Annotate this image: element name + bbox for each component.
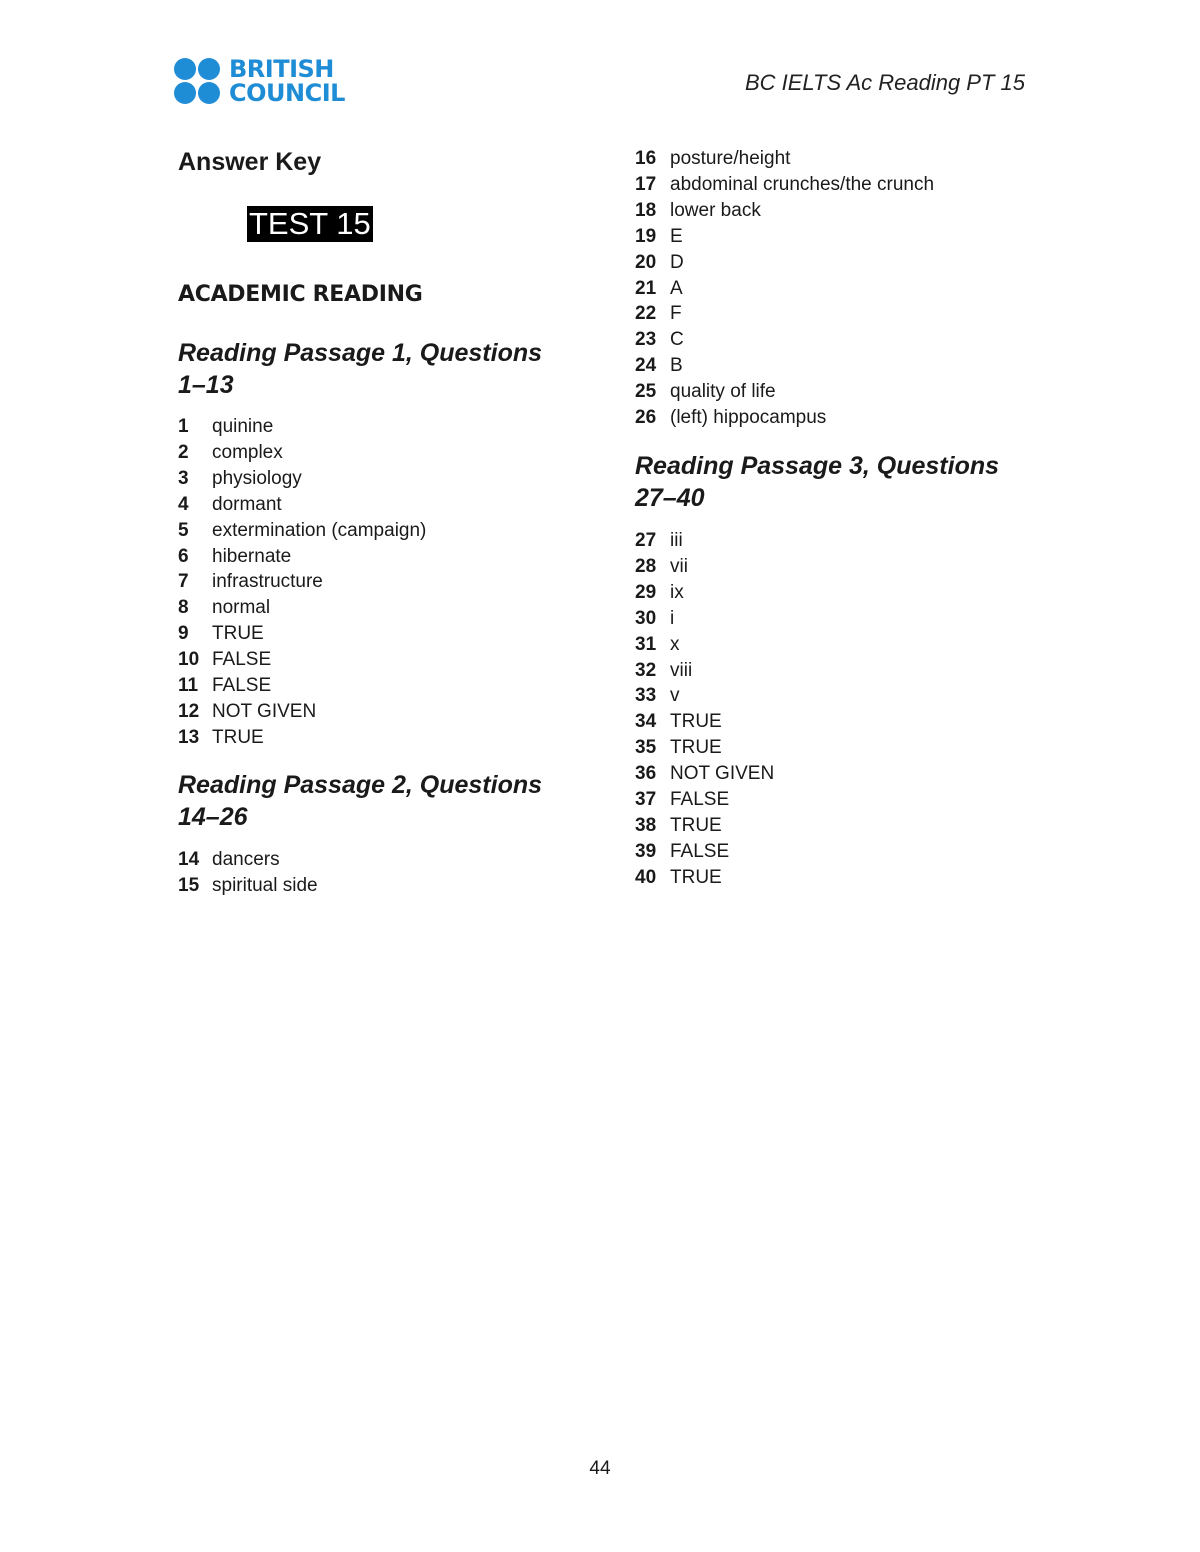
answer-text: TRUE (670, 737, 722, 759)
answer-item (635, 839, 1055, 865)
answer-item (178, 595, 588, 621)
british-council-logo (174, 55, 345, 110)
passage-2-title (178, 769, 588, 833)
answer-number: 24 (635, 355, 657, 377)
answer-number: 35 (635, 737, 657, 759)
answer-text: E (670, 225, 683, 247)
answer-item (178, 847, 588, 873)
answer-item (635, 301, 1055, 327)
test-badge: TEST 15 (249, 206, 371, 241)
answer-text: physiology (212, 467, 302, 489)
answer-number: 31 (635, 633, 657, 655)
answer-item (635, 405, 1055, 431)
passage-3-title-line1: Reading Passage 3, Questions (635, 451, 1000, 480)
answer-number: 37 (635, 789, 657, 811)
answer-number: 26 (635, 407, 657, 429)
answer-text: TRUE (670, 711, 722, 733)
answer-text: TRUE (670, 866, 722, 888)
page-number: 44 (589, 1458, 611, 1479)
answer-item (635, 580, 1055, 606)
answer-text: NOT GIVEN (670, 763, 775, 785)
answer-number: 39 (635, 840, 657, 862)
answer-text: TRUE (212, 726, 264, 748)
answer-key-title: Answer Key (178, 148, 322, 176)
answer-item (178, 873, 588, 899)
answer-text: F (670, 303, 682, 325)
answer-number: 25 (635, 381, 657, 403)
answer-item (178, 492, 588, 518)
answer-number: 29 (635, 581, 657, 603)
answer-number: 40 (635, 866, 657, 888)
answer-number: 34 (635, 711, 657, 733)
passage-1-answers (178, 414, 588, 751)
answer-text: B (670, 355, 683, 377)
answer-text: TRUE (212, 623, 264, 645)
answer-item (178, 699, 588, 725)
answer-item (635, 528, 1055, 554)
answer-text: A (670, 277, 683, 299)
answer-number: 15 (178, 874, 200, 896)
answer-text: abdominal crunches/the crunch (670, 173, 935, 195)
answer-text: TRUE (670, 814, 722, 836)
answer-number: 21 (635, 277, 657, 299)
answer-item (178, 466, 588, 492)
answer-number: 1 (178, 416, 189, 437)
answer-text: iii (670, 529, 683, 551)
passage-2-title-line2: 14–26 (178, 802, 248, 831)
answer-item (635, 709, 1055, 735)
answer-item (178, 414, 588, 440)
answer-number: 33 (635, 685, 657, 707)
right-column (635, 146, 1055, 891)
answer-text: NOT GIVEN (212, 700, 317, 722)
answer-number: 11 (178, 675, 199, 697)
answer-item (635, 379, 1055, 405)
passage-2-answers (178, 847, 588, 899)
answer-item (635, 865, 1055, 891)
answer-text: dancers (212, 848, 280, 870)
answer-text: FALSE (670, 840, 730, 862)
answer-text: spiritual side (212, 874, 318, 896)
answer-text: (left) hippocampus (670, 407, 827, 429)
answer-number: 22 (635, 303, 657, 325)
passage-1-title (178, 337, 588, 401)
answer-number: 9 (178, 623, 189, 645)
answer-number: 17 (635, 173, 657, 195)
passage-1-title-line1: Reading Passage 1, Questions (178, 339, 543, 367)
answer-number: 38 (635, 814, 657, 836)
answer-item (178, 440, 588, 466)
answer-text: D (670, 251, 684, 273)
answer-item (635, 276, 1055, 302)
answer-text: infrastructure (212, 571, 323, 593)
answer-text: complex (212, 441, 283, 463)
answer-text: lower back (670, 199, 761, 221)
answer-text: quinine (212, 416, 274, 437)
answer-number: 23 (635, 329, 657, 351)
answer-item (178, 569, 588, 595)
answer-item (635, 761, 1055, 787)
answer-number: 3 (178, 467, 189, 489)
answer-item (635, 327, 1055, 353)
passage-2-answers-continued (635, 146, 1055, 431)
answer-number: 32 (635, 659, 657, 681)
section-title: ACADEMIC READING (178, 282, 423, 307)
answer-item (635, 172, 1055, 198)
answer-number: 18 (635, 199, 657, 221)
answer-number: 6 (178, 545, 189, 567)
answer-text: viii (670, 659, 693, 681)
answer-text: i (670, 607, 675, 629)
answer-number: 14 (178, 848, 200, 870)
answer-item (635, 353, 1055, 379)
answer-item (635, 198, 1055, 224)
answer-item (635, 735, 1055, 761)
answer-number: 16 (635, 148, 657, 169)
logo-line2: COUNCIL (229, 79, 345, 107)
answer-item (635, 813, 1055, 839)
logo-dots-icon (174, 58, 222, 106)
answer-text: quality of life (670, 381, 776, 403)
passage-3-answers (635, 528, 1055, 891)
answer-text: ix (670, 581, 684, 603)
answer-number: 7 (178, 571, 189, 593)
answer-text: normal (212, 597, 271, 619)
answer-text: FALSE (670, 789, 730, 811)
answer-item (635, 658, 1055, 684)
answer-item (635, 224, 1055, 250)
document-title: BC IELTS Ac Reading PT 15 (744, 70, 1025, 95)
answer-item (635, 554, 1055, 580)
answer-number: 30 (635, 607, 657, 629)
answer-number: 36 (635, 763, 657, 785)
answer-text: v (670, 685, 680, 707)
logo-line1: BRITISH (229, 55, 334, 83)
answer-number: 20 (635, 251, 657, 273)
answer-text: dormant (212, 493, 282, 515)
answer-item (635, 250, 1055, 276)
logo-wordmark (229, 57, 345, 105)
answer-item (178, 725, 588, 751)
answer-number: 19 (635, 225, 657, 247)
answer-text: hibernate (212, 545, 292, 567)
answer-item (635, 632, 1055, 658)
answer-text: FALSE (212, 649, 272, 671)
answer-item (178, 673, 588, 699)
answer-number: 13 (178, 726, 200, 748)
answer-item (178, 647, 588, 673)
answer-item (635, 787, 1055, 813)
answer-item (635, 683, 1055, 709)
left-column (178, 146, 588, 899)
answer-number: 28 (635, 555, 657, 577)
answer-number: 27 (635, 529, 657, 551)
passage-1-title-line2: 1–13 (178, 371, 234, 399)
answer-number: 5 (178, 519, 189, 541)
answer-item (178, 621, 588, 647)
answer-item (635, 146, 1055, 172)
answer-text: x (670, 633, 680, 655)
passage-2-title-line1: Reading Passage 2, Questions (178, 770, 543, 799)
answer-text: extermination (campaign) (212, 519, 427, 541)
passage-3-title-line2: 27–40 (635, 483, 705, 512)
answer-number: 10 (178, 649, 200, 671)
answer-number: 12 (178, 700, 200, 722)
answer-text: FALSE (212, 675, 272, 697)
answer-text: posture/height (670, 148, 791, 169)
answer-text: vii (670, 555, 688, 577)
answer-number: 4 (178, 493, 189, 515)
answer-item (635, 606, 1055, 632)
answer-number: 8 (178, 597, 189, 619)
answer-item (178, 518, 588, 544)
answer-text: C (670, 329, 684, 351)
passage-3-title (635, 450, 1055, 514)
answer-item (178, 544, 588, 570)
answer-number: 2 (178, 441, 189, 463)
